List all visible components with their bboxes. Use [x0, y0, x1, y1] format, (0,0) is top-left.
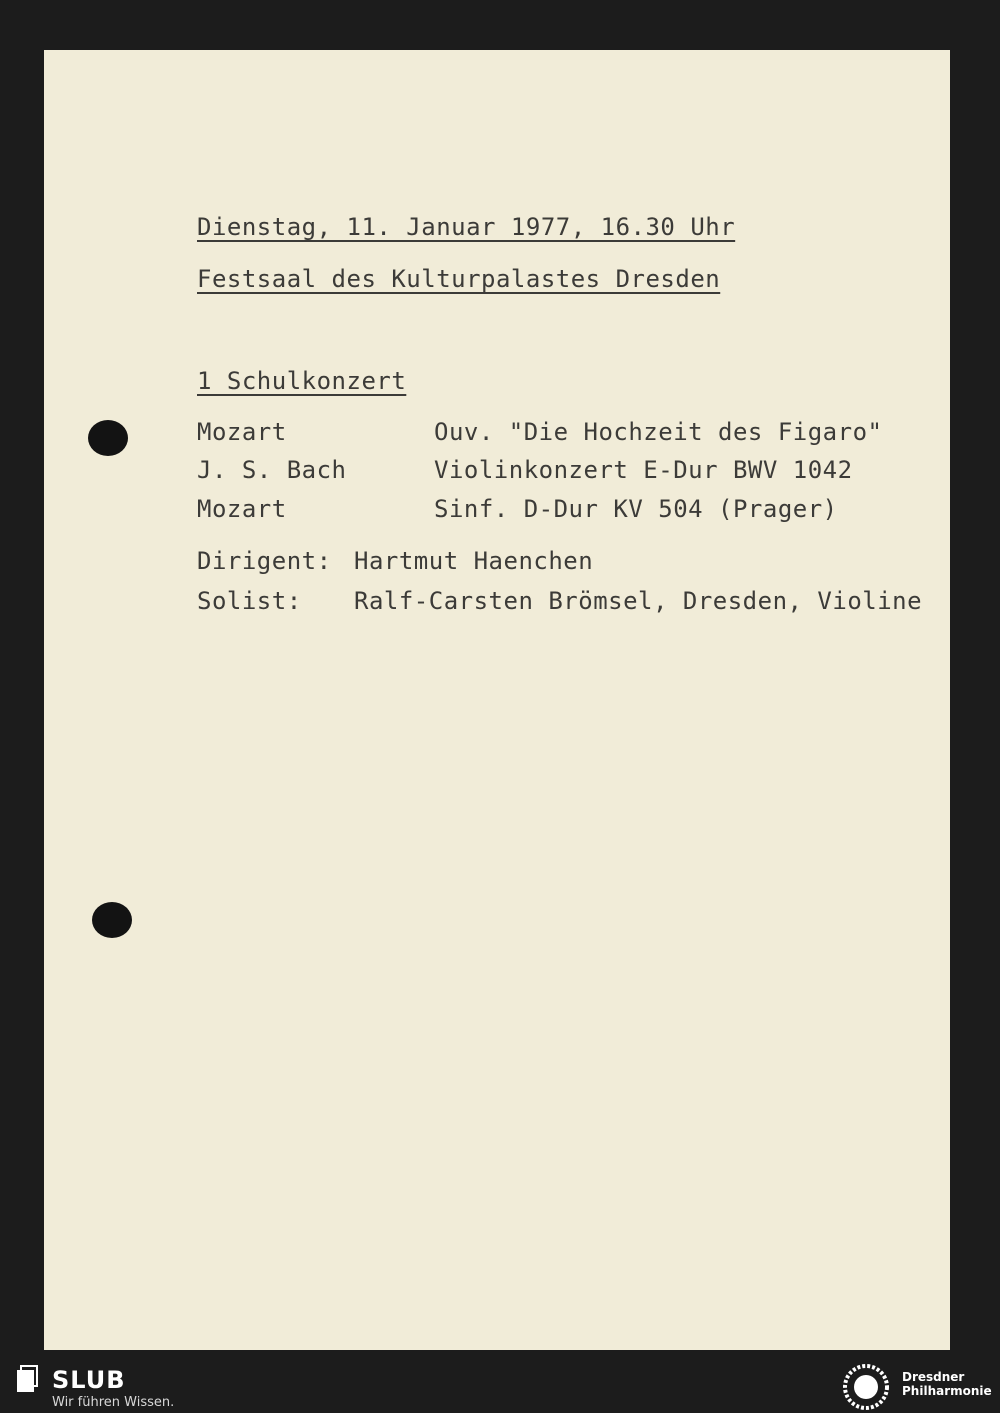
program-composer: Mozart — [197, 495, 287, 523]
soloist-label: Solist: — [197, 587, 302, 615]
punch-hole — [92, 902, 132, 938]
slub-logo-icon — [14, 1364, 40, 1394]
program-composer: Mozart — [197, 418, 287, 446]
conductor-label: Dirigent: — [197, 547, 332, 575]
document-page — [44, 50, 950, 1350]
program-composer: J. S. Bach — [197, 456, 347, 484]
concert-venue: Festsaal des Kulturpalastes Dresden — [197, 265, 721, 293]
viewer-footer — [0, 1358, 1000, 1413]
philharmonie-logo-text: Dresdner Philharmonie — [902, 1370, 992, 1398]
slub-logo-text: SLUB — [52, 1366, 126, 1394]
program-work: Ouv. "Die Hochzeit des Figaro" — [434, 418, 883, 446]
punch-hole — [88, 420, 128, 456]
concert-date: Dienstag, 11. Januar 1977, 16.30 Uhr — [197, 213, 736, 241]
soloist-name: Ralf-Carsten Brömsel, Dresden, Violine — [354, 587, 923, 615]
slub-tagline: Wir führen Wissen. — [52, 1395, 175, 1410]
section-title: 1 Schulkonzert — [197, 367, 407, 395]
program-work: Violinkonzert E-Dur BWV 1042 — [434, 456, 853, 484]
program-work: Sinf. D-Dur KV 504 (Prager) — [434, 495, 838, 523]
conductor-name: Hartmut Haenchen — [354, 547, 594, 575]
philharmonie-logo-icon — [842, 1363, 890, 1411]
